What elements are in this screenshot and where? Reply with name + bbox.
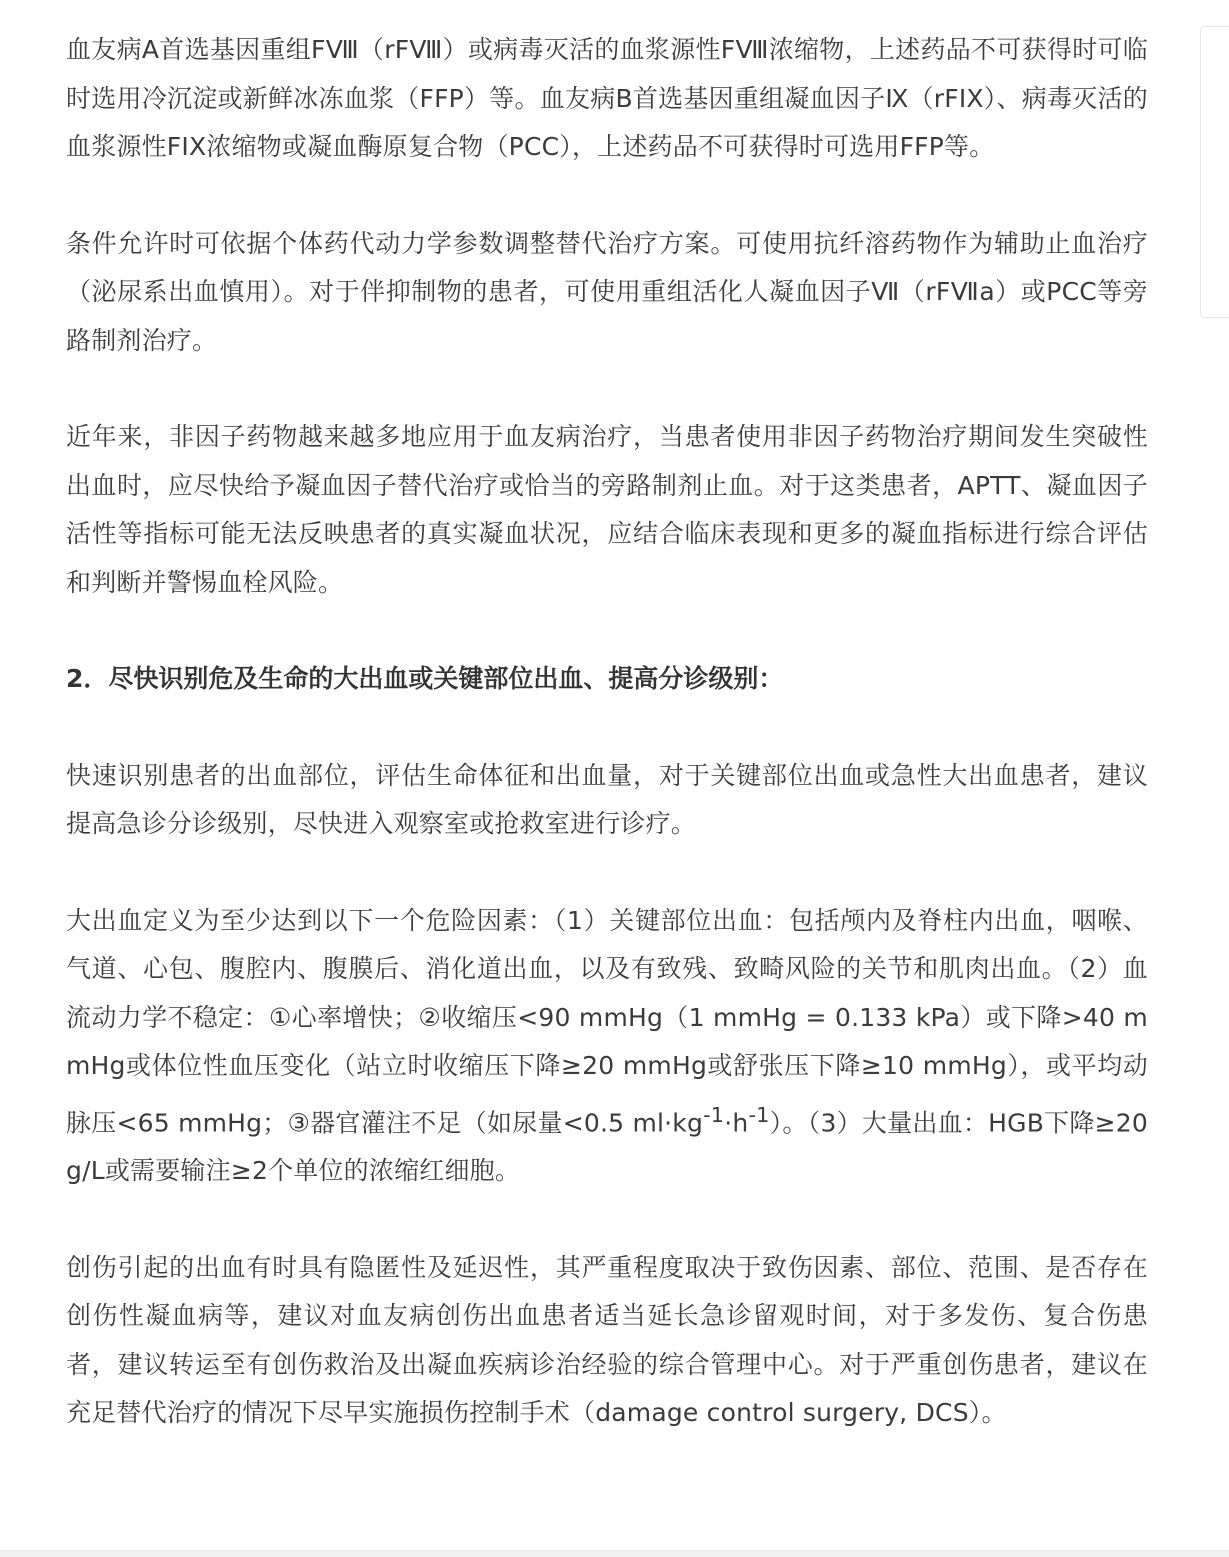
paragraph-replacement-therapy: 血友病A首选基因重组FⅧ（rFⅧ）或病毒灭活的血浆源性FⅧ浓缩物，上述药品不可获得时可临时选用冷沉淀或新鲜冰冻血浆（FFP）等。血友病B首选基因重组凝血因子Ⅸ（rFIX）、病毒灭活的血浆源性FIX浓缩物或凝血酶原复合物（PCC），上述药品不可获得时可选用FFP等。 [66, 35, 1148, 161]
side-toolbar-rail [1200, 26, 1229, 318]
article-body [66, 26, 1148, 1438]
superscript-minus-one: -1 [703, 1102, 725, 1127]
paragraph-spacer [66, 849, 1148, 897]
paragraph-non-factor-drugs: 近年来，非因子药物越来越多地应用于血友病治疗，当患者使用非因子药物治疗期间发生突破性出血时，应尽快给予凝血因子替代治疗或恰当的旁路制剂止血。对于这类患者，APTT、凝血因子活性等指标可能无法反映患者的真实凝血状况，应结合临床表现和更多的凝血指标进行综合评估和判断并警惕血栓风险。 [66, 422, 1148, 597]
paragraph-trauma-bleeding: 创伤引起的出血有时具有隐匿性及延迟性，其严重程度取决于致伤因素、部位、范围、是否存在创伤性凝血病等，建议对血友病创伤出血患者适当延长急诊留观时间，对于多发伤、复合伤患者，建议转运至有创伤救治及出凝血疾病诊治经验的综合管理中心。对于严重创伤患者，建议在充足替代治疗的情况下尽早实施损伤控制手术（damage control surgery, DCS）。 [66, 1252, 1148, 1428]
section-heading: 2．尽快识别危及生命的大出血或关键部位出血、提高分诊级别： [66, 664, 784, 693]
definition-text-part2: ·h [724, 1107, 749, 1137]
paragraph-spacer [66, 704, 1148, 752]
paragraph-pk-adjustment: 条件允许时可依据个体药代动力学参数调整替代治疗方案。可使用抗纤溶药物作为辅助止血治疗（泌尿系出血慎用）。对于伴抑制物的患者，可使用重组活化人凝血因子Ⅶ（rFⅦa）或PCC等旁路制剂治疗。 [66, 228, 1148, 355]
paragraph-triage: 快速识别患者的出血部位，评估生命体征和出血量，对于关键部位出血或急性大出血患者，建议提高急诊分诊级别，尽快进入观察室或抢救室进行诊疗。 [66, 760, 1148, 838]
paragraph-spacer [66, 172, 1148, 220]
paragraph-spacer [66, 607, 1148, 655]
definition-text-part1: 大出血定义为至少达到以下一个危险因素：（1）关键部位出血：包括颅内及脊柱内出血，咽喉、气道、心包、腹腔内、腹膜后、消化道出血，以及有致残、致畸风险的关节和肌肉出血。（2）血流动力学不稳定：①心率增快；②收缩压<90 mmHg（1 mmHg = 0.133 kPa）或下降>40 mmHg或体位性血压变化（站立时收缩压下降≥20 mmHg或舒张压下降≥10 mmHg），或平均动脉压<65 mmHg；③器官灌注不足（如尿量<0.5 ml·kg [66, 905, 1148, 1137]
paragraph-major-bleeding-definition [66, 897, 1148, 1196]
superscript-minus-one: -1 [748, 1102, 770, 1127]
paragraph-spacer [66, 365, 1148, 413]
bottom-edge-bar [0, 1550, 1229, 1557]
paragraph-spacer [66, 1196, 1148, 1244]
definition-text-part3: ）。（3）大量出血：HGB下降≥20 g/L或需要输注≥2个单位的浓缩红细胞。 [66, 1107, 1148, 1186]
